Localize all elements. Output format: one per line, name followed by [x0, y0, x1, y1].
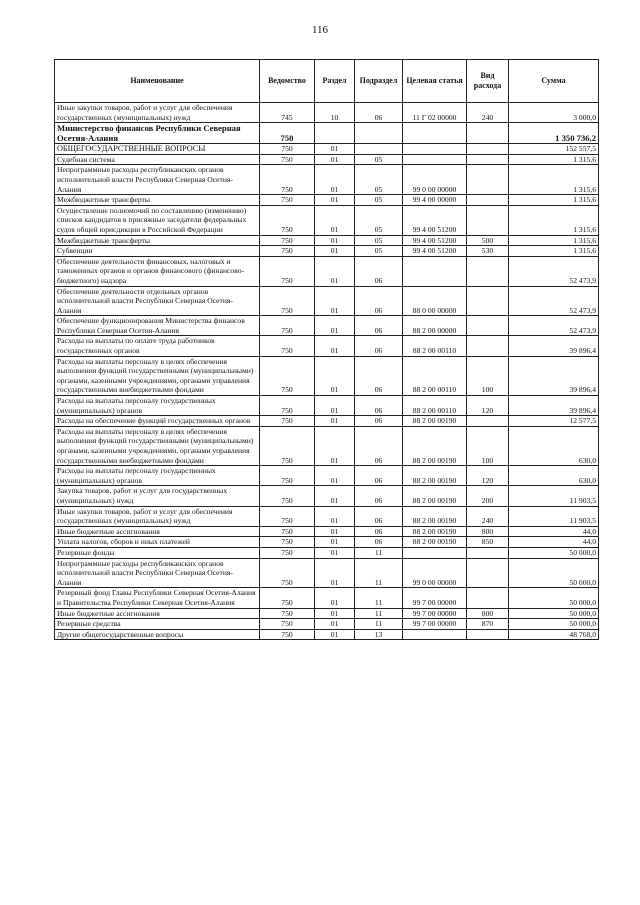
cell-exp-type: [467, 205, 509, 235]
cell-dept: 745: [260, 103, 315, 123]
cell-section: 01: [315, 235, 355, 246]
cell-exp-type: [467, 256, 509, 286]
cell-name: Уплата налогов, сборов и иных платежей: [55, 537, 260, 548]
cell-exp-type: 100: [467, 356, 509, 395]
cell-sum: 1 315,6: [509, 246, 599, 257]
table-row: [55, 619, 599, 630]
cell-target: 88 2 00 00190: [403, 466, 467, 486]
cell-subsection: 05: [355, 235, 403, 246]
cell-sum: 39 896,4: [509, 336, 599, 356]
cell-target: [403, 256, 467, 286]
cell-exp-type: [467, 165, 509, 195]
cell-subsection: 06: [355, 506, 403, 526]
cell-subsection: 06: [355, 336, 403, 356]
cell-sum: 50 000,0: [509, 588, 599, 608]
table-row: [55, 416, 599, 427]
cell-subsection: 06: [355, 426, 403, 465]
cell-sum: 52 473,9: [509, 256, 599, 286]
cell-dept: 750: [260, 526, 315, 537]
table-row: [55, 195, 599, 206]
header-name: Наименование: [55, 60, 260, 103]
cell-name: Осуществление полномочий по составлению (изменению) списков кандидатов в присяжные заседатели федеральных судов общей юрисдикции в Российской Федерации: [55, 205, 260, 235]
cell-name: Резервные фонды: [55, 547, 260, 558]
header-dept: Ведомство: [260, 60, 315, 103]
cell-name: Резервный фонд Главы Республики Северная Осетия-Алания и Правительства Республики Северная Осетия-Алания: [55, 588, 260, 608]
cell-target: [403, 154, 467, 165]
cell-section: 01: [315, 154, 355, 165]
cell-section: 01: [315, 608, 355, 619]
cell-name: Расходы на выплаты персоналу государственных (муниципальных) органов: [55, 466, 260, 486]
cell-subsection: 06: [355, 486, 403, 506]
cell-exp-type: [467, 416, 509, 427]
cell-target: [403, 547, 467, 558]
cell-name: Расходы на выплаты персоналу в целях обеспечения выполнения функций государственными (муниципальными) органами, казенными учреждениями, органами управления государственными внебюджетными фондами: [55, 356, 260, 395]
cell-subsection: 13: [355, 629, 403, 640]
cell-subsection: 05: [355, 165, 403, 195]
cell-sum: 39 896,4: [509, 396, 599, 416]
cell-sum: 11 903,5: [509, 506, 599, 526]
cell-exp-type: 800: [467, 608, 509, 619]
header-section: Раздел: [315, 60, 355, 103]
table-row: [55, 588, 599, 608]
cell-name: Иные бюджетные ассигнования: [55, 526, 260, 537]
cell-sum: 1 315,6: [509, 235, 599, 246]
cell-target: 11 Г 02 00000: [403, 103, 467, 123]
cell-section: 01: [315, 165, 355, 195]
table-row: [55, 537, 599, 548]
cell-name: Расходы на выплаты персоналу в целях обеспечения выполнения функций государственными (муниципальными) органами, казенными учреждениями, органами управления государственными внебюджетными фондами: [55, 426, 260, 465]
cell-sum: 50 000,0: [509, 558, 599, 588]
cell-dept: 750: [260, 165, 315, 195]
cell-dept: 750: [260, 286, 315, 316]
cell-sum: 12 577,5: [509, 416, 599, 427]
cell-section: 01: [315, 526, 355, 537]
header-exp-type: Вид расхода: [467, 60, 509, 103]
cell-subsection: 11: [355, 608, 403, 619]
cell-name: ОБЩЕГОСУДАРСТВЕННЫЕ ВОПРОСЫ: [55, 144, 260, 155]
cell-section: 01: [315, 588, 355, 608]
cell-dept: 750: [260, 336, 315, 356]
cell-dept: 750: [260, 123, 315, 144]
cell-target: 88 2 00 00000: [403, 316, 467, 336]
cell-sum: 152 557,5: [509, 144, 599, 155]
cell-section: [315, 123, 355, 144]
cell-section: 01: [315, 547, 355, 558]
table-row: [55, 547, 599, 558]
table-row: [55, 558, 599, 588]
cell-target: 88 2 00 00110: [403, 396, 467, 416]
cell-dept: 750: [260, 416, 315, 427]
cell-section: 01: [315, 246, 355, 257]
cell-dept: 750: [260, 588, 315, 608]
table-row: [55, 256, 599, 286]
cell-dept: 750: [260, 235, 315, 246]
table-row: [55, 608, 599, 619]
cell-target: 99 4 00 51200: [403, 235, 467, 246]
cell-dept: 750: [260, 205, 315, 235]
cell-sum: 630,0: [509, 426, 599, 465]
cell-sum: 3 000,0: [509, 103, 599, 123]
cell-name: Межбюджетные трансферты: [55, 195, 260, 206]
cell-subsection: 05: [355, 154, 403, 165]
cell-subsection: 06: [355, 396, 403, 416]
cell-target: 99 4 00 51200: [403, 205, 467, 235]
cell-exp-type: 200: [467, 486, 509, 506]
cell-target: 99 0 00 00000: [403, 558, 467, 588]
cell-section: 01: [315, 426, 355, 465]
cell-section: 01: [315, 336, 355, 356]
budget-table: [54, 59, 599, 640]
cell-target: 88 2 00 00110: [403, 336, 467, 356]
cell-subsection: 05: [355, 195, 403, 206]
table-row: [55, 165, 599, 195]
cell-sum: 48 768,0: [509, 629, 599, 640]
cell-target: 99 7 00 00000: [403, 588, 467, 608]
cell-section: 01: [315, 486, 355, 506]
cell-dept: 750: [260, 629, 315, 640]
cell-dept: 750: [260, 195, 315, 206]
cell-subsection: 06: [355, 286, 403, 316]
cell-exp-type: 240: [467, 103, 509, 123]
cell-sum: 1 315,6: [509, 165, 599, 195]
cell-target: 99 0 00 00000: [403, 165, 467, 195]
table-row: [55, 154, 599, 165]
cell-exp-type: [467, 154, 509, 165]
cell-subsection: 11: [355, 619, 403, 630]
cell-section: 01: [315, 629, 355, 640]
cell-subsection: 06: [355, 316, 403, 336]
cell-subsection: 06: [355, 256, 403, 286]
cell-target: 99 7 00 00000: [403, 619, 467, 630]
cell-subsection: 06: [355, 356, 403, 395]
cell-subsection: 11: [355, 547, 403, 558]
table-row: [55, 426, 599, 465]
table-row: [55, 526, 599, 537]
cell-subsection: 06: [355, 537, 403, 548]
cell-target: 99 4 00 00000: [403, 195, 467, 206]
cell-section: 01: [315, 356, 355, 395]
cell-subsection: 11: [355, 588, 403, 608]
cell-target: 88 2 00 00190: [403, 526, 467, 537]
cell-target: [403, 123, 467, 144]
cell-subsection: 05: [355, 246, 403, 257]
cell-name: Непрограммные расходы республиканских органов исполнительной власти Республики Северная Осетия-Алания: [55, 165, 260, 195]
table-row: [55, 103, 599, 123]
cell-exp-type: 120: [467, 396, 509, 416]
cell-section: 01: [315, 205, 355, 235]
table-body: [55, 103, 599, 640]
cell-dept: 750: [260, 246, 315, 257]
cell-subsection: 06: [355, 526, 403, 537]
cell-dept: 750: [260, 619, 315, 630]
cell-dept: 750: [260, 256, 315, 286]
cell-exp-type: [467, 144, 509, 155]
cell-name: Судебная система: [55, 154, 260, 165]
cell-target: 99 4 00 51200: [403, 246, 467, 257]
table-row: [55, 336, 599, 356]
cell-name: Расходы на выплаты персоналу государственных (муниципальных) органов: [55, 396, 260, 416]
cell-section: 01: [315, 537, 355, 548]
cell-exp-type: 530: [467, 246, 509, 257]
cell-exp-type: [467, 547, 509, 558]
table-row: [55, 486, 599, 506]
cell-exp-type: [467, 286, 509, 316]
cell-name: Министерство финансов Республики Северная Осетия-Алания: [55, 123, 260, 144]
cell-name: Обеспечение функционирования Министерства финансов Республики Северная Осетия-Алания: [55, 316, 260, 336]
cell-name: Субвенции: [55, 246, 260, 257]
cell-dept: 750: [260, 466, 315, 486]
cell-exp-type: [467, 558, 509, 588]
cell-exp-type: 240: [467, 506, 509, 526]
cell-sum: 1 350 736,2: [509, 123, 599, 144]
header-subsection: Подраздел: [355, 60, 403, 103]
table-row: [55, 235, 599, 246]
cell-section: 10: [315, 103, 355, 123]
cell-exp-type: [467, 195, 509, 206]
cell-dept: 750: [260, 426, 315, 465]
cell-subsection: [355, 144, 403, 155]
cell-sum: 1 315,6: [509, 154, 599, 165]
table-row: [55, 144, 599, 155]
cell-name: Резервные средства: [55, 619, 260, 630]
cell-target: [403, 629, 467, 640]
cell-exp-type: 500: [467, 235, 509, 246]
cell-subsection: 05: [355, 205, 403, 235]
page-number: 116: [311, 24, 329, 36]
cell-sum: 50 000,0: [509, 619, 599, 630]
cell-section: 01: [315, 256, 355, 286]
cell-dept: 750: [260, 537, 315, 548]
cell-dept: 750: [260, 486, 315, 506]
cell-target: 88 2 00 00110: [403, 356, 467, 395]
cell-dept: 750: [260, 547, 315, 558]
cell-target: 88 0 00 00000: [403, 286, 467, 316]
cell-subsection: 06: [355, 416, 403, 427]
cell-dept: 750: [260, 558, 315, 588]
cell-name: Непрограммные расходы республиканских органов исполнительной власти Республики Северная Осетия-Алания: [55, 558, 260, 588]
cell-sum: 50 000,0: [509, 547, 599, 558]
cell-target: 88 2 00 00190: [403, 486, 467, 506]
cell-section: 01: [315, 144, 355, 155]
cell-name: Расходы на выплаты по оплате труда работников государственных органов: [55, 336, 260, 356]
cell-dept: 750: [260, 506, 315, 526]
table-row: [55, 246, 599, 257]
cell-name: Другие общегосударственные вопросы: [55, 629, 260, 640]
cell-section: 01: [315, 466, 355, 486]
cell-exp-type: [467, 588, 509, 608]
cell-exp-type: 870: [467, 619, 509, 630]
cell-dept: 750: [260, 316, 315, 336]
cell-section: 01: [315, 558, 355, 588]
cell-sum: 44,0: [509, 537, 599, 548]
table-row: [55, 356, 599, 395]
table-row: [55, 466, 599, 486]
cell-target: [403, 144, 467, 155]
cell-section: 01: [315, 396, 355, 416]
cell-subsection: 06: [355, 466, 403, 486]
cell-name: Закупка товаров, работ и услуг для государственных (муниципальных) нужд: [55, 486, 260, 506]
cell-subsection: [355, 123, 403, 144]
table-row: [55, 286, 599, 316]
cell-target: 88 2 00 00190: [403, 426, 467, 465]
table-row: [55, 123, 599, 144]
cell-section: 01: [315, 286, 355, 316]
cell-name: Обеспечение деятельности отдельных органов исполнительной власти Республики Северная Осетия-Алания: [55, 286, 260, 316]
cell-name: Иные закупки товаров, работ и услуг для обеспечения государственных (муниципальных) нужд: [55, 103, 260, 123]
cell-exp-type: 800: [467, 526, 509, 537]
cell-name: Иные закупки товаров, работ и услуг для обеспечения государственных (муниципальных) нужд: [55, 506, 260, 526]
header-target: Целевая статья: [403, 60, 467, 103]
cell-sum: 44,0: [509, 526, 599, 537]
cell-name: Межбюджетные трансферты: [55, 235, 260, 246]
cell-exp-type: [467, 629, 509, 640]
cell-exp-type: 120: [467, 466, 509, 486]
cell-target: 88 2 00 00190: [403, 537, 467, 548]
cell-target: 88 2 00 00190: [403, 416, 467, 427]
cell-dept: 750: [260, 144, 315, 155]
cell-sum: 1 315,6: [509, 195, 599, 206]
cell-exp-type: 850: [467, 537, 509, 548]
cell-sum: 1 315,6: [509, 205, 599, 235]
cell-name: Обеспечение деятельности финансовых, налоговых и таможенных органов и органов финансового (финансово-бюджетного) надзора: [55, 256, 260, 286]
cell-section: 01: [315, 506, 355, 526]
cell-section: 01: [315, 316, 355, 336]
cell-dept: 750: [260, 154, 315, 165]
cell-subsection: 06: [355, 103, 403, 123]
table-row: [55, 205, 599, 235]
cell-target: 99 7 00 00000: [403, 608, 467, 619]
header-sum: Сумма: [509, 60, 599, 103]
table-row: [55, 316, 599, 336]
table-row: [55, 396, 599, 416]
cell-section: 01: [315, 195, 355, 206]
table-row: [55, 629, 599, 640]
cell-target: 88 2 00 00190: [403, 506, 467, 526]
cell-dept: 750: [260, 356, 315, 395]
cell-exp-type: [467, 316, 509, 336]
cell-section: 01: [315, 416, 355, 427]
cell-sum: 11 903,5: [509, 486, 599, 506]
cell-name: Расходы на обеспечение функций государственных органов: [55, 416, 260, 427]
table-header-row: [55, 60, 599, 103]
cell-dept: 750: [260, 396, 315, 416]
cell-sum: 52 473,9: [509, 316, 599, 336]
cell-exp-type: [467, 123, 509, 144]
cell-subsection: 11: [355, 558, 403, 588]
cell-exp-type: [467, 336, 509, 356]
cell-sum: 630,0: [509, 466, 599, 486]
cell-sum: 39 896,4: [509, 356, 599, 395]
cell-name: Иные бюджетные ассигнования: [55, 608, 260, 619]
cell-sum: 50 000,0: [509, 608, 599, 619]
cell-dept: 750: [260, 608, 315, 619]
cell-section: 01: [315, 619, 355, 630]
cell-sum: 52 473,9: [509, 286, 599, 316]
table-row: [55, 506, 599, 526]
cell-exp-type: 100: [467, 426, 509, 465]
